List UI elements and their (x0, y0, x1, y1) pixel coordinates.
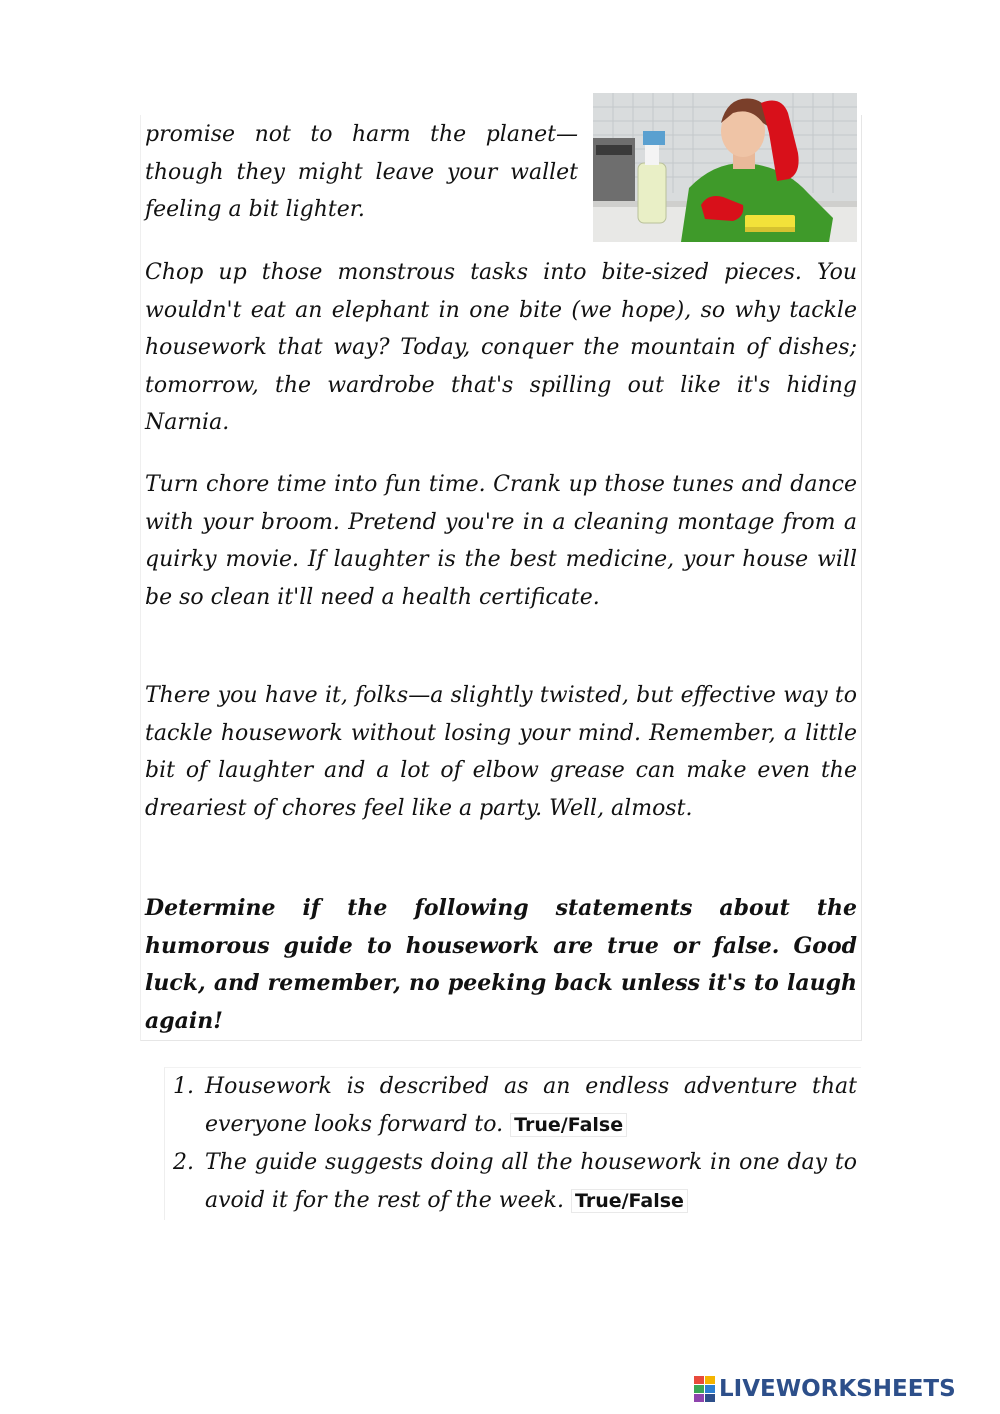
brand-name: LIVEWORKSHEETS (719, 1376, 956, 1402)
liveworksheets-logo (694, 1372, 956, 1406)
tasks-paragraph: Chop up those monstrous tasks into bite-sized pieces. You wouldn't eat an elephant in one bite (we hope), so why tackle housework that way? Today, conquer the mountain of dishes; tomorrow, the wardrobe that's spilling out like it's hiding Narnia. (145, 260, 857, 435)
intro-paragraph: promise not to harm the planet—though they might leave your wallet feeling a bit lighter. (145, 122, 578, 222)
question-number: 1. (173, 1074, 194, 1099)
woman-cleaning-photo (593, 93, 857, 242)
question-list (164, 1067, 861, 1220)
fun-paragraph: Turn chore time into fun time. Crank up those tunes and dance with your broom. Pretend you're in a cleaning montage from a quirky movie. If laughter is the best medicine, your house will be so clean it'll need a health certificate. (145, 472, 857, 610)
instructions-paragraph: Determine if the following statements about the humorous guide to housework are true or false. Good luck, and remember, no peeking back unless it's to laugh again! (145, 895, 857, 1034)
question-text: Housework is described as an endless adventure that everyone looks forward to. (205, 1074, 857, 1137)
conclusion-paragraph: There you have it, folks—a slightly twisted, but effective way to tackle housework without losing your mind. Remember, a little bit of laughter and a lot of elbow grease can make even the dreariest of chores feel like a party. Well, almost. (145, 683, 857, 821)
question-text: The guide suggests doing all the housework in one day to avoid it for the rest of the week. (205, 1150, 857, 1213)
logo-icon (694, 1376, 716, 1402)
list-item (165, 1144, 857, 1220)
list-item (165, 1068, 857, 1144)
question-number: 2. (173, 1150, 194, 1175)
true-false-answer[interactable]: True/False (510, 1113, 627, 1137)
true-false-answer[interactable]: True/False (571, 1189, 688, 1213)
